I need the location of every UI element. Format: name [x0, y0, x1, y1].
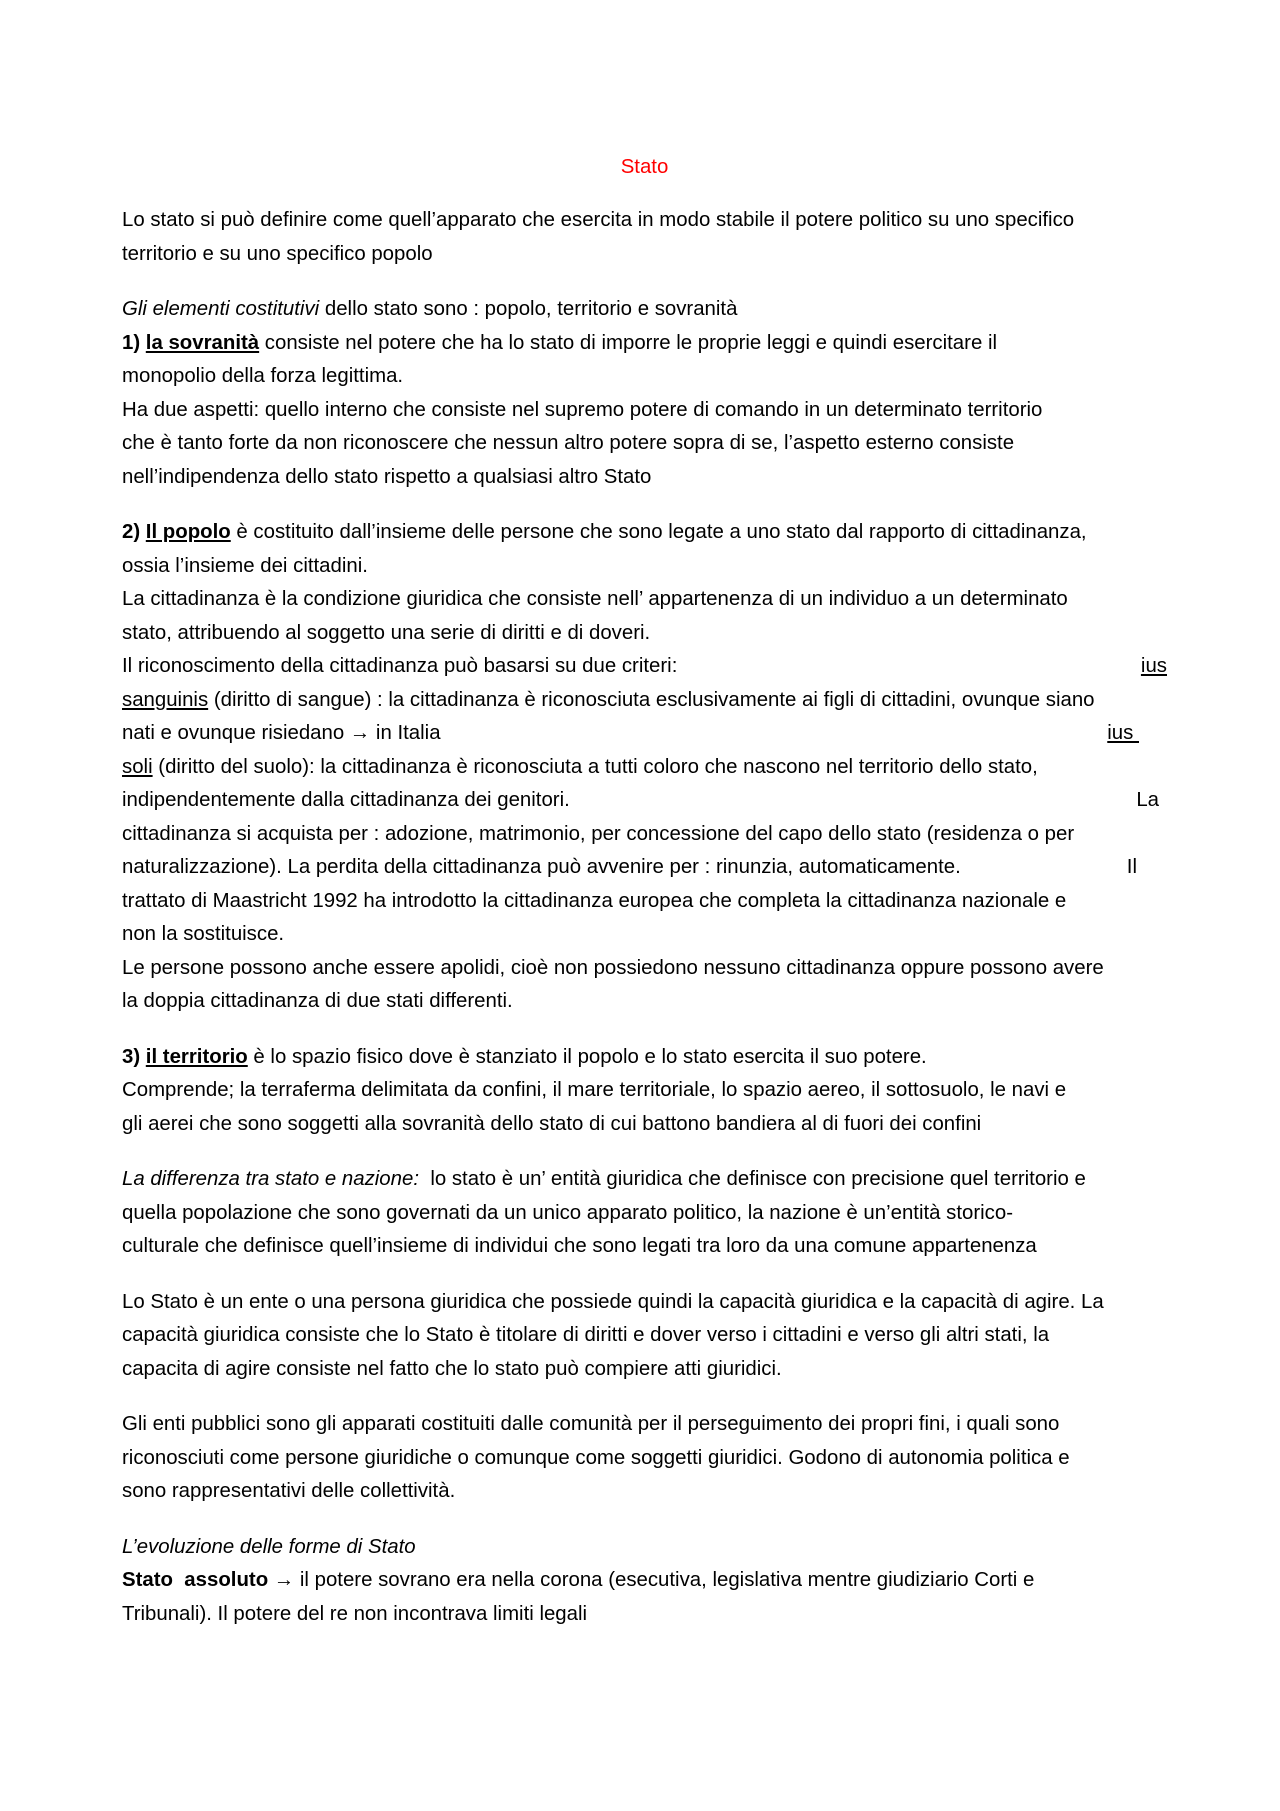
elements-section — [122, 293, 1167, 494]
arrow-right-icon: → — [273, 1569, 295, 1591]
text-line: Ha due aspetti: quello interno che consiste nel supremo potere di comando in un determinato territorio — [122, 398, 1043, 421]
text-run: Il riconoscimento della cittadinanza può basarsi su due criteri: — [122, 655, 678, 677]
text-run: Il — [1126, 856, 1137, 878]
text-run: è costituito dall’insieme delle persone che sono legate a uno stato dal rapporto di cittadinanza, — [230, 521, 1087, 543]
ente-section — [122, 1286, 1167, 1387]
text-line: Lo stato si può definire come quell’apparato che esercita in modo stabile il potere politico su uno specifico — [122, 209, 1075, 231]
text-line — [122, 327, 1167, 361]
text-line — [122, 293, 1167, 327]
text-line: trattato di Maastricht 1992 ha introdotto la cittadinanza europea che completa la cittadinanza nazionale e — [122, 889, 1067, 912]
text-line: Lo Stato è un ente o una persona giuridica che possiede quindi la capacità giuridica e la capacità di agire. La — [122, 1290, 1104, 1313]
list-number: 2) — [122, 521, 146, 543]
text-line — [122, 751, 1167, 785]
text-line: stato, attribuendo al soggetto una serie di diritti e di doveri. — [122, 621, 651, 644]
text-line — [122, 851, 1167, 885]
term-territorio: il territorio — [145, 1045, 248, 1068]
text-line — [122, 1163, 1167, 1197]
term-soli: soli — [122, 755, 153, 778]
term-popolo: Il popolo — [145, 521, 231, 543]
text-line: Tribunali). Il potere del re non incontrava limiti legali — [122, 1602, 588, 1625]
text-run — [122, 717, 441, 751]
list-number: 1) — [122, 331, 146, 354]
text-line: nell’indipendenza dello stato rispetto a qualsiasi altro Stato — [122, 465, 652, 488]
term-sovranita: la sovranità — [145, 331, 260, 354]
text-line: capacita di agire consiste nel fatto che lo stato può compiere atti giuridici. — [122, 1357, 782, 1380]
text-line: la doppia cittadinanza di due stati differenti. — [122, 990, 513, 1012]
text-line: quella popolazione che sono governati da un unico apparato politico, la nazione è un’entità storico- — [122, 1201, 1014, 1224]
text-line: che è tanto forte da non riconoscere che nessun altro potere sopra di se, l’aspetto esterno consiste — [122, 432, 1015, 454]
text-run: nati e ovunque risiedano — [122, 722, 345, 744]
term-sanguinis: sanguinis — [122, 688, 209, 711]
text-line: La cittadinanza è la condizione giuridica che consiste nell’ appartenenza di un individuo a un determinato — [122, 588, 1068, 610]
list-number: 3) — [122, 1045, 146, 1068]
text-run: il potere sovrano era nella corona (esecutiva, legislativa mentre giudiziario Corti e — [294, 1569, 1035, 1591]
text-line: non la sostituisce. — [122, 923, 285, 945]
text-line: sono rappresentativi delle collettività. — [122, 1480, 456, 1502]
text-run: consiste nel potere che ha lo stato di imporre le proprie leggi e quindi esercitare il — [259, 331, 998, 354]
enti-pubblici-section — [122, 1408, 1167, 1509]
text-line: monopolio della forza legittima. — [122, 365, 404, 387]
text-line — [122, 684, 1167, 718]
text-run: è lo spazio fisico dove è stanziato il popolo e lo stato esercita il suo potere. — [247, 1045, 927, 1068]
text-run: lo stato è un’ entità giuridica che definisce con precisione quel territorio e — [419, 1168, 1086, 1190]
text-line — [122, 717, 1167, 751]
text-line: Le persone possono anche essere apolidi, cioè non possiedono nessuno cittadinanza oppure possono avere — [122, 956, 1104, 979]
text-line — [122, 784, 1167, 818]
arrow-right-icon: → — [349, 722, 371, 744]
text-run: (diritto del suolo): la cittadinanza è riconosciuta a tutti coloro che nascono nel territorio dello stato, — [152, 755, 1038, 778]
territorio-section — [122, 1041, 1167, 1142]
term-ius: ius — [1140, 655, 1167, 677]
text-run: (diritto di sangue) : la cittadinanza è riconosciuta esclusivamente ai figli di cittadini, ovunque siano — [208, 688, 1095, 711]
document-page — [122, 150, 1167, 1653]
text-run: indipendentemente dalla cittadinanza dei genitori. — [122, 789, 570, 811]
definition-paragraph — [122, 204, 1167, 271]
text-line: Comprende; la terraferma delimitata da confini, il mare territoriale, lo spazio aereo, il sottosuolo, le navi e — [122, 1079, 1067, 1101]
section-heading: L’evoluzione delle forme di Stato — [122, 1535, 416, 1558]
text-line: cittadinanza si acquista per : adozione, matrimonio, per concessione del capo dello stato (residenza o per — [122, 822, 1075, 845]
text-run: in Italia — [370, 722, 441, 744]
text-line — [122, 650, 1167, 684]
popolo-section — [122, 516, 1167, 1019]
text-line — [122, 1564, 1167, 1598]
term-stato-assoluto: Stato assoluto — [122, 1569, 269, 1591]
text-line: riconosciuti come persone giuridiche o comunque come soggetti giuridici. Godono di autonomia politica e — [122, 1446, 1070, 1469]
text-line: culturale che definisce quell’insieme di individui che sono legati tra loro da una comune appartenenza — [122, 1235, 1037, 1257]
evoluzione-section — [122, 1531, 1167, 1632]
text-line — [122, 516, 1167, 550]
italic-heading: Gli elementi costitutivi — [122, 298, 320, 320]
page-title: Stato — [620, 156, 669, 178]
text-line — [122, 1041, 1167, 1075]
text-run: La — [1136, 789, 1159, 811]
text-line: capacità giuridica consiste che lo Stato è titolare di diritti e dover verso i cittadini e verso gli altri stati, la — [122, 1324, 1050, 1346]
text-line: ossia l’insieme dei cittadini. — [122, 554, 368, 577]
italic-heading: La differenza tra stato e nazione: — [122, 1168, 419, 1190]
text-line: Gli enti pubblici sono gli apparati costituiti dalle comunità per il perseguimento dei propri fini, i quali sono — [122, 1413, 1060, 1435]
term-ius: ius — [1107, 722, 1139, 744]
text-line: gli aerei che sono soggetti alla sovranità dello stato di cui battono bandiera al di fuori dei confini — [122, 1112, 982, 1135]
text-line: territorio e su uno specifico popolo — [122, 242, 433, 265]
text-run: dello stato sono : popolo, territorio e sovranità — [319, 298, 738, 320]
text-run: naturalizzazione). La perdita della cittadinanza può avvenire per : rinunzia, automaticamente. — [122, 856, 961, 878]
differenza-section — [122, 1163, 1167, 1264]
